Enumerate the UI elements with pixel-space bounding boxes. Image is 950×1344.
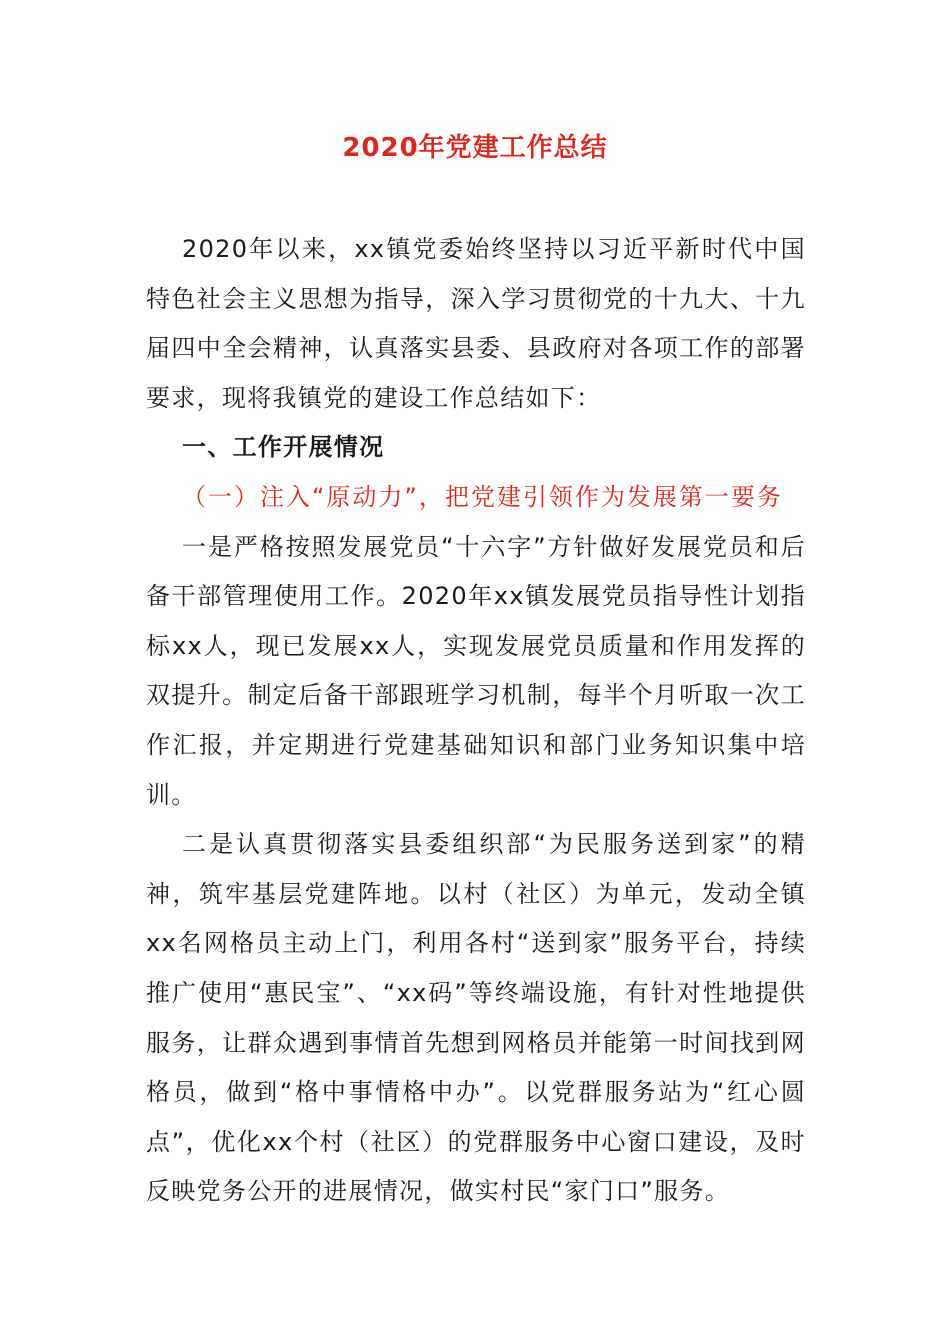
subsection-heading: （一）注入“原动力”，把党建引领作为发展第一要务: [182, 482, 783, 511]
intro-paragraph: 2020年以来，xx镇党委始终坚持以习近平新时代中国特色社会主义思想为指导，深入学习贯彻党的十九大、十九届四中全会精神，认真落实县委、县政府对各项工作的部署要求，现将我镇党的建设工作总结如下：: [146, 235, 806, 412]
document-title: 2020年党建工作总结: [342, 133, 608, 163]
body-paragraph-1: 一是严格按照发展党员“十六字”方针做好发展党员和后备干部管理使用工作。2020年xx镇发展党员指导性计划指标xx人，现已发展xx人，实现发展党员质量和作用发挥的双提升。制定后备干部跟班学习机制，每半个月听取一次工作汇报，并定期进行党建基础知识和部门业务知识集中培训。: [146, 532, 806, 809]
section-heading: 一、工作开展情况: [182, 433, 385, 462]
body-paragraph-2: 二是认真贯彻落实县委组织部“为民服务送到家”的精神，筑牢基层党建阵地。以村（社区）为单元，发动全镇xx名网格员主动上门，利用各村“送到家”服务平台，持续推广使用“惠民宝”、“xx码”等终端设施，有针对性地提供服务，让群众遇到事情首先想到网格员并能第一时间找到网格员，做到“格中事情格中办”。以党群服务站为“红心圆点”，优化xx个村（社区）的党群服务中心窗口建设，及时反映党务公开的进展情况，做实村民“家门口”服务。: [146, 830, 806, 1206]
document-body: [146, 225, 806, 1217]
